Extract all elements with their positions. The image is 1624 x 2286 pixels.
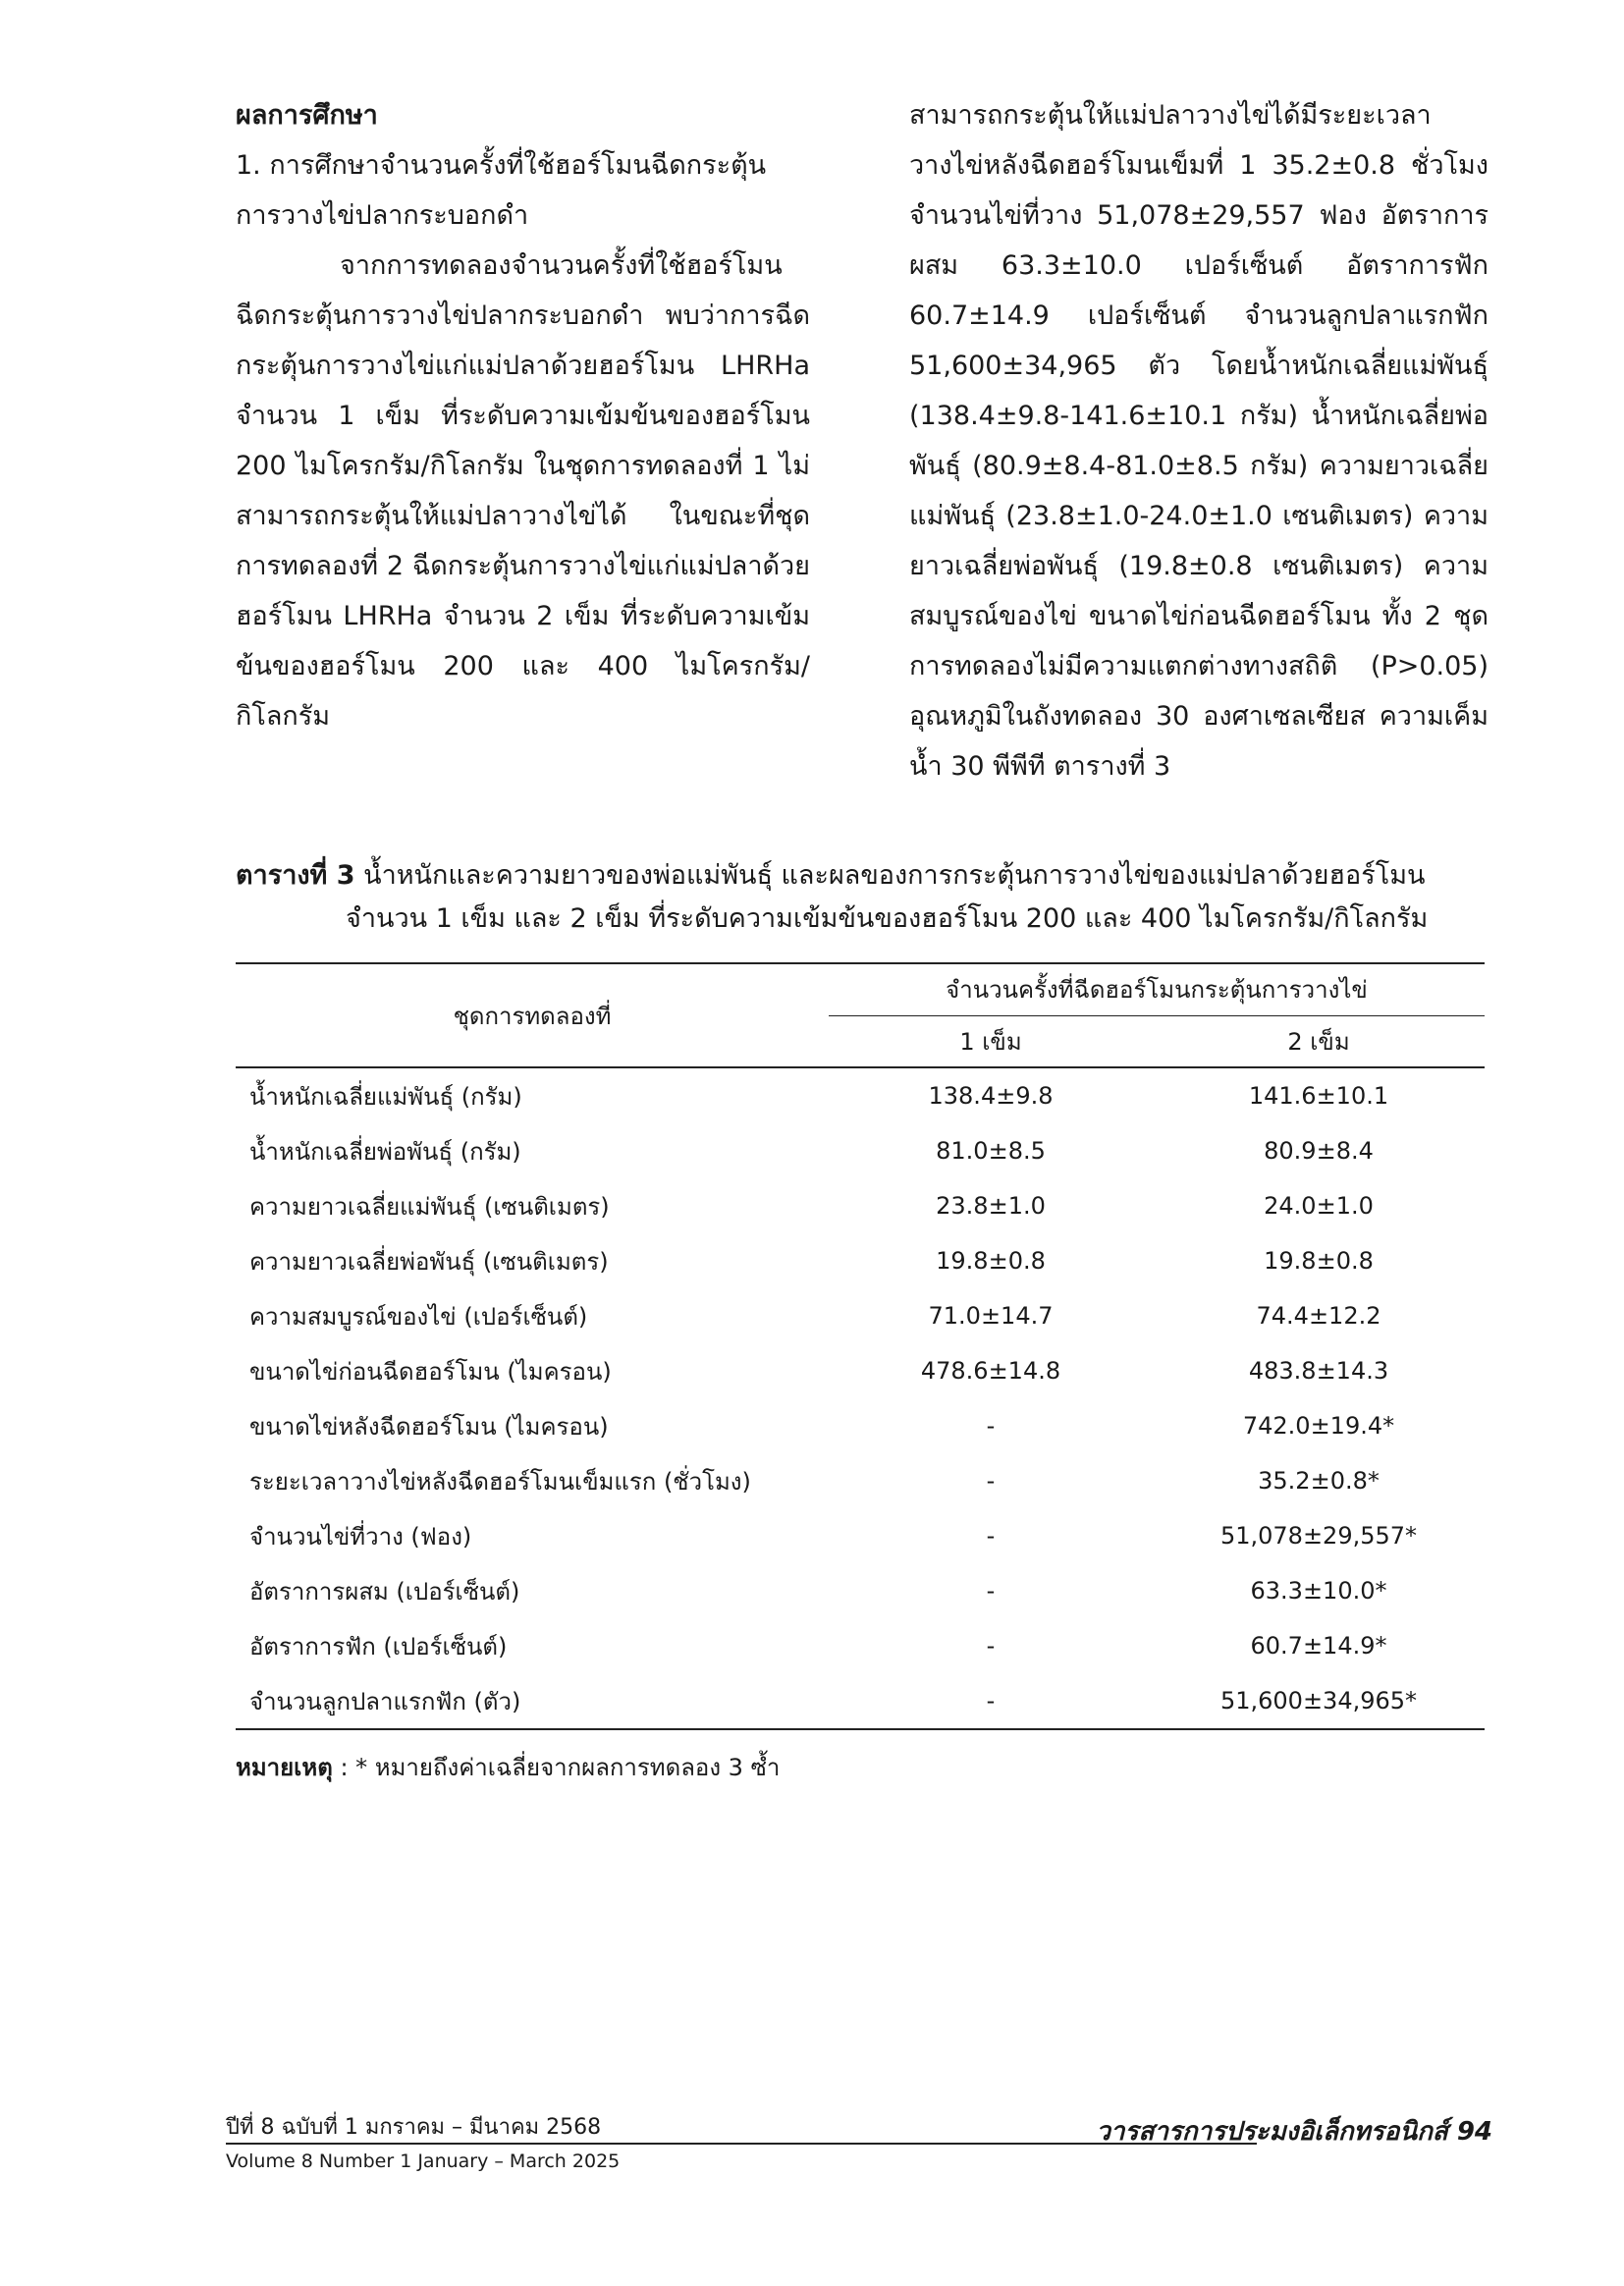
row-label: ขนาดไข่ก่อนฉีดฮอร์โมน (ไมครอน)	[249, 1357, 612, 1386]
left-paragraph: จากการทดลองจำนวนครั้งที่ใช้ฮอร์โมนฉีดกระตุ้นการวางไข่ปลากระบอกดำ พบว่าการฉีดกระตุ้นการวางไข่แก่แม่ปลาด้วยฮอร์โมน LHRHa จำนวน 1 เข็ม ที่ระดับความเข้มข้นของฮอร์โมน 200 ไมโครกรัม/กิโลกรัม ในชุดการทดลองที่ 1 ไม่สามารถกระตุ้นให้แม่ปลาวางไข่ได้ ในขณะที่ชุดการทดลองที่ 2 ฉีดกระตุ้นการวางไข่แก่แม่ปลาด้วยฮอร์โมน LHRHa จำนวน 2 เข็ม ที่ระดับความเข้มข้นของฮอร์โมน 200 และ 400 ไมโครกรัม/กิโลกรัม	[236, 250, 810, 732]
col-header-1: 1 เข็ม	[959, 1027, 1022, 1056]
row-label: อัตราการฟัก (เปอร์เซ็นต์)	[249, 1632, 508, 1660]
table-body	[236, 1067, 1485, 1729]
cell-1-injection: 71.0±14.7	[928, 1302, 1054, 1330]
cell-1-injection: -	[829, 1673, 1153, 1729]
table-caption	[236, 854, 1483, 941]
table-caption-line1: น้ำหนักและความยาวของพ่อแม่พันธุ์ และผลของการกระตุ้นการวางไข่ของแม่ปลาด้วยฮอร์โมน	[363, 860, 1426, 891]
table-row	[236, 1398, 1485, 1453]
row-header: ชุดการทดลองที่	[236, 963, 829, 1067]
cell-2-injection: 24.0±1.0	[1264, 1192, 1374, 1220]
table-row	[236, 1233, 1485, 1288]
left-column	[236, 90, 810, 741]
cell-1-injection: 19.8±0.8	[936, 1247, 1046, 1275]
data-table	[236, 962, 1485, 1730]
table-caption-label: ตารางที่ 3	[236, 860, 355, 891]
footer-thai-issue: ปีที่ 8 ฉบับที่ 1 มกราคม – มีนาคม 2568	[226, 2115, 602, 2140]
note-label: หมายเหตุ	[236, 1754, 333, 1781]
table-row	[236, 1067, 1485, 1123]
table-note	[236, 1748, 780, 1786]
cell-2-injection: 74.4±12.2	[1256, 1302, 1381, 1330]
cell-1-injection: 138.4±9.8	[829, 1067, 1153, 1123]
cell-1-injection: -	[986, 1577, 996, 1605]
row-label: ความยาวเฉลี่ยพ่อพันธุ์ (เซนติเมตร)	[249, 1247, 609, 1276]
table-row	[236, 1178, 1485, 1233]
row-label: อัตราการผสม (เปอร์เซ็นต์)	[249, 1577, 520, 1606]
row-label: ความยาวเฉลี่ยแม่พันธุ์ (เซนติเมตร)	[249, 1192, 610, 1221]
section-heading: ผลการศึกษา	[236, 100, 378, 131]
cell-2-injection: 35.2±0.8*	[1258, 1467, 1380, 1495]
table-row	[236, 1618, 1485, 1673]
cell-2-injection: 483.8±14.3	[1248, 1357, 1389, 1385]
table-row	[236, 1343, 1485, 1398]
row-label: ขนาดไข่หลังฉีดฮอร์โมน (ไมครอน)	[249, 1412, 609, 1441]
subsection-heading: 1. การศึกษาจำนวนครั้งที่ใช้ฮอร์โมนฉีดกระตุ้นการวางไข่ปลากระบอกดำ	[236, 150, 767, 231]
table-row	[236, 1563, 1485, 1618]
row-label: จำนวนไข่ที่วาง (ฟอง)	[249, 1522, 472, 1551]
cell-2-injection: 80.9±8.4	[1264, 1137, 1374, 1165]
row-label: น้ำหนักเฉลี่ยแม่พันธุ์ (กรัม)	[236, 1067, 829, 1123]
cell-2-injection: 742.0±19.4*	[1242, 1412, 1395, 1440]
cell-2-injection: 51,600±34,965*	[1153, 1673, 1485, 1729]
cell-1-injection: -	[986, 1412, 996, 1440]
right-paragraph: สามารถกระตุ้นให้แม่ปลาวางไข่ได้มีระยะเวลาวางไข่หลังฉีดฮอร์โมนเข็มที่ 1 35.2±0.8 ชั่วโมง จำนวนไข่ที่วาง 51,078±29,557 ฟอง อัตราการผสม 63.3±10.0 เปอร์เซ็นต์ อัตราการฟัก 60.7±14.9 เปอร์เซ็นต์ จำนวนลูกปลาแรกฟัก 51,600±34,965 ตัว โดยน้ำหนักเฉลี่ยแม่พันธุ์ (138.4±9.8-141.6±10.1 กรัม) น้ำหนักเฉลี่ยพ่อพันธุ์ (80.9±8.4-81.0±8.5 กรัม) ความยาวเฉลี่ยแม่พันธุ์ (23.8±1.0-24.0±1.0 เซนติเมตร) ความยาวเฉลี่ยพ่อพันธุ์ (19.8±0.8 เซนติเมตร) ความสมบูรณ์ของไข่ ขนาดไข่ก่อนฉีดฮอร์โมน ทั้ง 2 ชุดการทดลองไม่มีความแตกต่างทางสถิติ (P>0.05) อุณหภูมิในถังทดลอง 30 องศาเซลเซียส ความเค็มน้ำ 30 พีพีที ตารางที่ 3	[909, 100, 1489, 782]
cell-2-injection: 60.7±14.9*	[1250, 1632, 1387, 1660]
note-text: : * หมายถึงค่าเฉลี่ยจากผลการทดลอง 3 ซ้ำ	[340, 1754, 781, 1781]
cell-1-injection: 23.8±1.0	[936, 1192, 1046, 1220]
table-row	[236, 1673, 1485, 1729]
right-column	[909, 90, 1489, 791]
table-row	[236, 1123, 1485, 1178]
cell-1-injection: 81.0±8.5	[936, 1137, 1046, 1165]
cell-2-injection: 141.6±10.1	[1153, 1067, 1485, 1123]
cell-1-injection: -	[986, 1467, 996, 1495]
table-caption-line2: จำนวน 1 เข็ม และ 2 เข็ม ที่ระดับความเข้มข้นของฮอร์โมน 200 และ 400 ไมโครกรัม/กิโลกรัม	[346, 903, 1429, 934]
footer-english-issue: Volume 8 Number 1 January – March 2025	[226, 2150, 621, 2172]
cell-2-injection: 19.8±0.8	[1264, 1247, 1374, 1275]
cell-1-injection: -	[986, 1522, 996, 1550]
cell-1-injection: 478.6±14.8	[920, 1357, 1061, 1385]
col-header-2: 2 เข็ม	[1287, 1027, 1350, 1056]
row-label: น้ำหนักเฉลี่ยพ่อพันธุ์ (กรัม)	[249, 1137, 521, 1166]
row-label: ความสมบูรณ์ของไข่ (เปอร์เซ็นต์)	[249, 1302, 588, 1331]
table-row	[236, 1288, 1485, 1343]
row-label: จำนวนลูกปลาแรกฟัก (ตัว)	[236, 1673, 829, 1729]
table-row	[236, 1508, 1485, 1563]
table-row	[236, 1453, 1485, 1508]
cell-2-injection: 51,078±29,557*	[1219, 1522, 1418, 1550]
cell-1-injection: -	[986, 1632, 996, 1660]
cell-2-injection: 63.3±10.0*	[1250, 1577, 1387, 1605]
footer-journal-title: วารสารการประมงอิเล็กทรอนิกส์ 94	[1096, 2117, 1492, 2147]
row-label: ระยะเวลาวางไข่หลังฉีดฮอร์โมนเข็มแรก (ชั่วโมง)	[249, 1467, 751, 1496]
group-header: จำนวนครั้งที่ฉีดฮอร์โมนกระตุ้นการวางไข่	[829, 963, 1485, 1015]
